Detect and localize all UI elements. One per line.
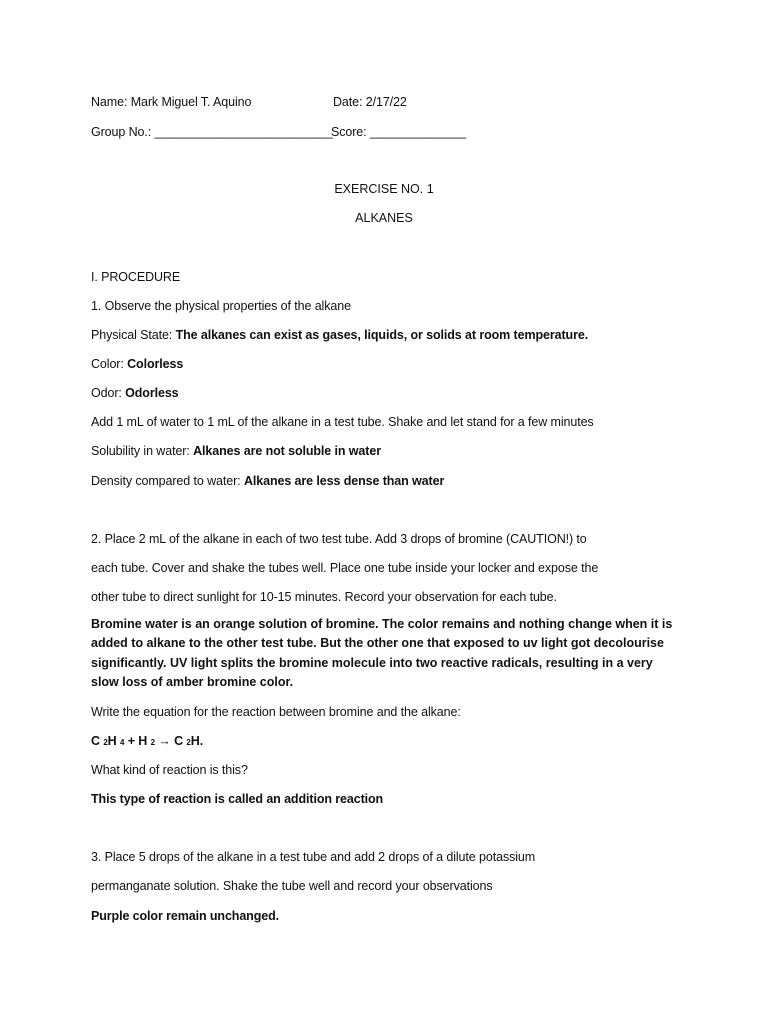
step3-line1: 3. Place 5 drops of the alkane in a test tube and add 2 drops of a dilute potassium xyxy=(91,850,536,864)
eq-hydrogen: H xyxy=(107,734,120,748)
date-field: Date: 2/17/22 xyxy=(333,95,407,109)
exercise-topic: ALKANES xyxy=(355,211,413,225)
score-field: Score: ______________ xyxy=(331,125,466,139)
eq-sub-3: 2 xyxy=(150,738,155,747)
name-field: Name: Mark Miguel T. Aquino xyxy=(91,95,252,109)
step3-answer: Purple color remain unchanged. xyxy=(91,909,280,923)
procedure-heading: I. PROCEDURE xyxy=(91,270,181,284)
physical-state-label: Physical State: xyxy=(91,328,173,342)
exercise-title: EXERCISE NO. 1 xyxy=(334,182,434,196)
density-value: Alkanes are less dense than water xyxy=(243,474,445,488)
physical-state-value: The alkanes can exist as gases, liquids, or solids at room temperature. xyxy=(175,328,589,342)
density-row xyxy=(91,473,444,489)
odor-label: Odor: xyxy=(91,386,122,400)
color-label: Color: xyxy=(91,357,124,371)
reaction-answer: This type of reaction is called an addition reaction xyxy=(91,792,384,806)
step2-line2: each tube. Cover and shake the tubes well. Place one tube inside your locker and expose the xyxy=(91,561,599,575)
eq-sub-1: 2 xyxy=(103,738,108,747)
eq-product-h: H. xyxy=(190,734,204,748)
density-label: Density compared to water: xyxy=(91,474,241,488)
eq-carbon: C xyxy=(91,734,104,748)
color-row xyxy=(91,356,183,372)
solubility-label: Solubility in water: xyxy=(91,444,190,458)
eq-arrow-carbon: → C xyxy=(154,734,187,748)
step2-line3: other tube to direct sunlight for 10-15 minutes. Record your observation for each tube. xyxy=(91,590,557,604)
reaction-question: What kind of reaction is this? xyxy=(91,763,248,777)
equation-prompt: Write the equation for the reaction between bromine and the alkane: xyxy=(91,705,461,719)
step2-answer: Bromine water is an orange solution of bromine. The color remains and nothing change when it is added to alkane to the other test tube. But the other one that exposed to uv light got decolourise significantly. UV light splits the bromine molecule into two reactive radicals, resulting in a very slow loss of amber bromine color. xyxy=(91,617,673,690)
color-value: Colorless xyxy=(127,357,184,371)
eq-sub-2: 4 xyxy=(119,738,125,747)
step2-line1: 2. Place 2 mL of the alkane in each of two test tube. Add 3 drops of bromine (CAUTION!) to xyxy=(91,532,587,546)
odor-row xyxy=(91,385,179,401)
eq-sub-4: 2 xyxy=(186,738,191,747)
eq-plus-h: + H xyxy=(124,734,151,748)
physical-state-row xyxy=(91,327,588,343)
step1-instruction: 1. Observe the physical properties of the alkane xyxy=(91,299,351,313)
step3-line2: permanganate solution. Shake the tube well and record your observations xyxy=(91,879,493,893)
chemical-equation xyxy=(91,733,203,751)
solubility-value: Alkanes are not soluble in water xyxy=(193,444,381,458)
add-water-instruction: Add 1 mL of water to 1 mL of the alkane in a test tube. Shake and let stand for a few minutes xyxy=(91,415,594,429)
odor-value: Odorless xyxy=(125,386,179,400)
solubility-row xyxy=(91,443,381,459)
group-field: Group No.: __________________________ xyxy=(91,125,333,139)
